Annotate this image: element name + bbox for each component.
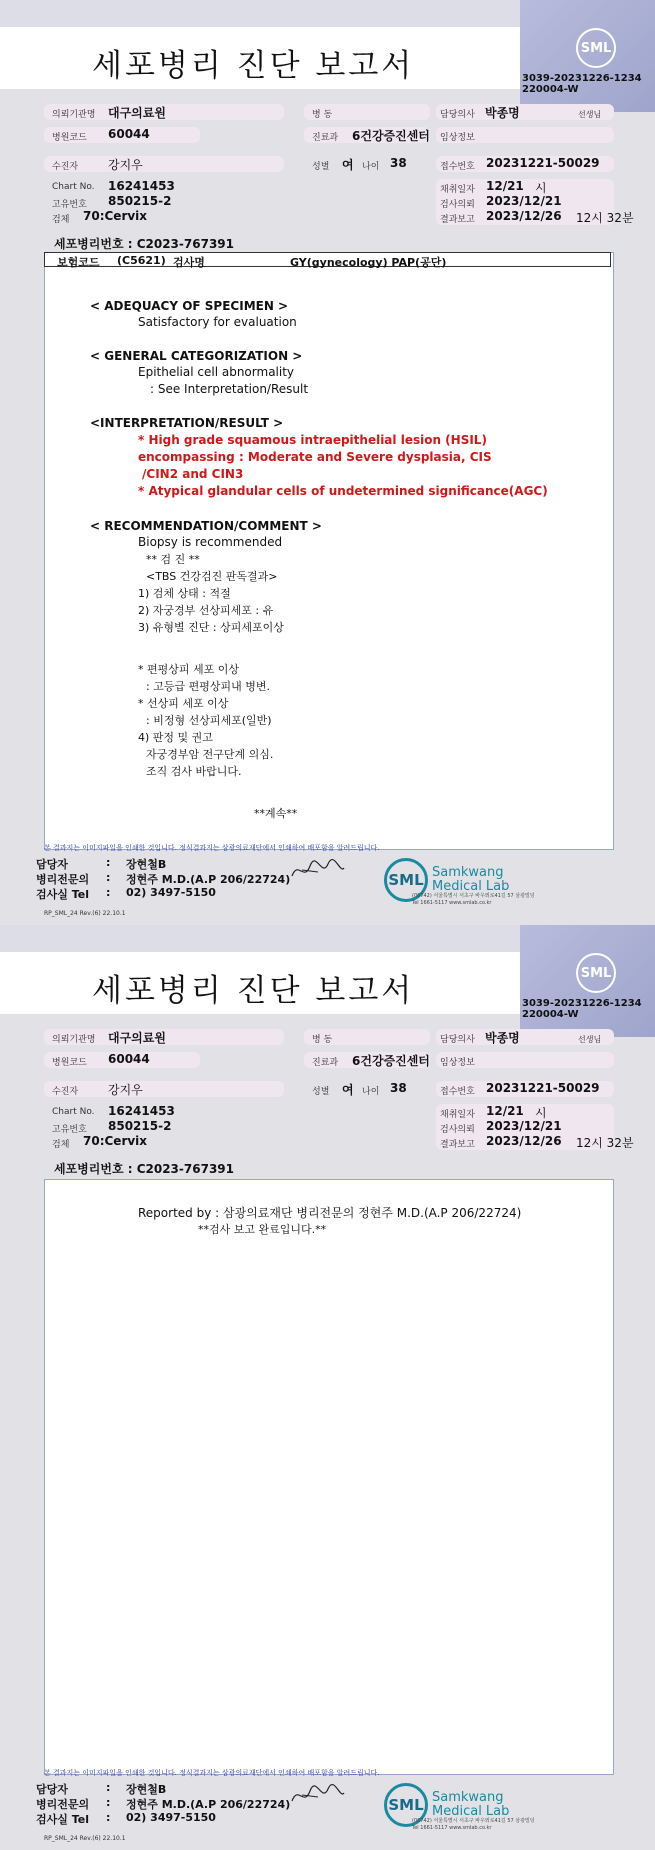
address-line-1: (06742) 서울특별시 서초구 바우뫼로41길 57 삼광빌딩 <box>412 893 535 899</box>
manager-value: 장현철B <box>126 858 167 871</box>
patient-name-box <box>44 156 284 172</box>
unique-no-value: 850215-2 <box>108 194 172 208</box>
logo-line-2: Medical Lab <box>432 879 510 894</box>
patient-name-box <box>44 1081 284 1097</box>
department-label: 진료과 <box>312 1058 339 1068</box>
recommendation-line-5: 2) 자궁경부 선상피세포 : 유 <box>138 604 274 617</box>
test-name-value: GY(gynecology) PAP(공단) <box>290 256 447 269</box>
pathology-number: 세포병리번호 : C2023-767391 <box>54 1162 234 1176</box>
adequacy-heading: < ADEQUACY OF SPECIMEN > <box>90 299 289 313</box>
form-revision: RP_SML_24 Rev.(6) 22.10.1 <box>44 1835 126 1842</box>
request-value: 2023/12/21 <box>486 1119 562 1133</box>
recommendation-line-13: 조직 검사 바랍니다. <box>146 765 242 778</box>
print-notice: 본 결과지는 이미지파일을 인쇄한 것입니다. 정식결과지는 삼광의료재단에서 인쇄하여 배포함을 알려드립니다. <box>44 1769 380 1777</box>
manager-label: 담당자 <box>36 1783 68 1796</box>
patient-name-value: 강지우 <box>108 1083 143 1097</box>
lab-tel-colon: : <box>106 1811 111 1824</box>
interpretation-line-3: /CIN2 and CIN3 <box>142 467 244 481</box>
recommendation-line-4: 1) 검체 상태 : 적절 <box>138 587 231 600</box>
chart-no-label: Chart No. <box>52 1107 95 1117</box>
pathologist-value: 정현주 M.D.(A.P 206/22724) <box>126 1798 291 1811</box>
recommendation-line-6: 3) 유형별 진단 : 상피세포이상 <box>138 621 284 634</box>
general-text-1: Epithelial cell abnormality <box>138 365 295 379</box>
doctor-suffix: 선생님 <box>578 110 602 119</box>
report-title: 세포병리 진단 보고서 <box>92 973 415 1009</box>
chart-no-value: 16241453 <box>108 179 175 193</box>
lab-tel-colon: : <box>106 886 111 899</box>
print-notice: 본 결과지는 이미지파일을 인쇄한 것입니다. 정식결과지는 삼광의료재단에서 인쇄하여 배포함을 알려드립니다. <box>44 844 380 852</box>
collect-label: 채취일자 <box>440 185 475 195</box>
collect-suffix: 시 <box>535 181 547 195</box>
recommendation-line-9: * 선상피 세포 이상 <box>138 697 229 710</box>
ward-label: 병 동 <box>312 1035 333 1045</box>
manager-colon: : <box>106 856 111 869</box>
chart-no-value: 16241453 <box>108 1104 175 1118</box>
pathologist-signature <box>288 1781 348 1809</box>
collect-value: 12/21 <box>486 179 524 193</box>
department-value: 6건강증진센터 <box>352 1054 430 1068</box>
document-number <box>522 73 642 95</box>
document-number-line1: 3039-20231226-1234 <box>522 73 642 84</box>
logo-line-2: Medical Lab <box>432 1804 510 1819</box>
address-line-2: Tel 1661-5117 www.smlab.co.kr <box>412 900 492 906</box>
form-revision: RP_SML_24 Rev.(6) 22.10.1 <box>44 910 126 917</box>
department-label: 진료과 <box>312 133 339 143</box>
hospital-code-label: 병원코드 <box>52 1058 87 1068</box>
recommendation-line-3: <TBS 건강검진 판독결과> <box>146 570 278 583</box>
patient-name-value: 강지우 <box>108 158 143 172</box>
lab-tel-label: 검사실 Tel <box>36 888 89 901</box>
doctor-suffix: 선생님 <box>578 1035 602 1044</box>
document-number-line2: 220004-W <box>522 84 579 95</box>
request-label: 검사의뢰 <box>440 200 475 210</box>
logo-line-1: Samkwang <box>432 1790 504 1805</box>
collect-suffix: 시 <box>535 1106 547 1120</box>
lab-address <box>412 1818 535 1832</box>
samkwang-logo-text <box>432 866 509 894</box>
age-value: 38 <box>390 1081 407 1095</box>
doctor-value: 박종명 <box>485 106 520 120</box>
manager-value: 장현철B <box>126 1783 167 1796</box>
receipt-label: 접수번호 <box>440 162 475 172</box>
receipt-value: 20231221-50029 <box>486 1081 600 1095</box>
clinical-info-label: 임상정보 <box>440 133 475 143</box>
unique-no-label: 고유번호 <box>52 1125 87 1135</box>
insurance-code-value: (C5621) <box>117 254 166 267</box>
recommendation-line-7: * 편평상피 세포 이상 <box>138 663 239 676</box>
doctor-value: 박종명 <box>485 1031 520 1045</box>
logo-line-1: Samkwang <box>432 865 504 880</box>
general-heading: < GENERAL CATEGORIZATION > <box>90 349 303 363</box>
doctor-label: 담당의사 <box>440 1035 475 1045</box>
recommendation-line-10: : 비정형 선상피세포(일반) <box>146 714 272 727</box>
unique-no-label: 고유번호 <box>52 200 87 210</box>
document-number-line2: 220004-W <box>522 1009 579 1020</box>
result-label: 결과보고 <box>440 215 475 225</box>
institution-label: 의뢰기관명 <box>52 1035 96 1045</box>
institution-value: 대구의료원 <box>108 106 166 120</box>
request-label: 검사의뢰 <box>440 1125 475 1135</box>
sml-logo-icon: SML <box>576 953 616 993</box>
continued-marker: **계속** <box>254 807 298 820</box>
ward-label: 병 동 <box>312 110 333 120</box>
institution-label: 의뢰기관명 <box>52 110 96 120</box>
receipt-label: 접수번호 <box>440 1087 475 1097</box>
hospital-code-value: 60044 <box>108 127 150 141</box>
lab-tel-label: 검사실 Tel <box>36 1813 89 1826</box>
age-label: 나이 <box>362 162 380 172</box>
samkwang-logo-icon: SML <box>384 858 428 902</box>
patient-name-label: 수진자 <box>52 162 79 172</box>
address-line-2: Tel 1661-5117 www.smlab.co.kr <box>412 1825 492 1831</box>
pathologist-label: 병리전문의 <box>36 1798 90 1811</box>
document-number <box>522 998 642 1020</box>
sex-value: 여 <box>342 158 354 172</box>
sml-logo-icon: SML <box>576 28 616 68</box>
collect-value: 12/21 <box>486 1104 524 1118</box>
sex-value: 여 <box>342 1083 354 1097</box>
report-complete: **검사 보고 완료입니다.** <box>198 1223 327 1236</box>
manager-colon: : <box>106 1781 111 1794</box>
specimen-value: 70:Cervix <box>83 1134 148 1148</box>
reported-by: Reported by : 삼광의료재단 병리전문의 정현주 M.D.(A.P 206/22724) <box>138 1206 522 1220</box>
hospital-code-label: 병원코드 <box>52 133 87 143</box>
unique-no-value: 850215-2 <box>108 1119 172 1133</box>
result-value: 2023/12/26 <box>486 209 562 223</box>
report-body <box>44 1179 614 1775</box>
lab-address <box>412 893 535 907</box>
report-page-2 <box>0 925 655 1850</box>
report-title: 세포병리 진단 보고서 <box>92 48 415 84</box>
institution-value: 대구의료원 <box>108 1031 166 1045</box>
pathologist-colon: : <box>106 1796 111 1809</box>
test-code-row <box>44 252 611 267</box>
result-time: 12시 32분 <box>576 211 634 225</box>
result-label: 결과보고 <box>440 1140 475 1150</box>
samkwang-logo-icon: SML <box>384 1783 428 1827</box>
test-name-label: 검사명 <box>173 256 205 269</box>
doctor-label: 담당의사 <box>440 110 475 120</box>
sex-label: 성별 <box>312 162 330 172</box>
document-number-line1: 3039-20231226-1234 <box>522 998 642 1009</box>
interpretation-line-4: * Atypical glandular cells of undetermined significance(AGC) <box>138 484 548 498</box>
recommendation-heading: < RECOMMENDATION/COMMENT > <box>90 519 322 533</box>
pathologist-colon: : <box>106 871 111 884</box>
sex-label: 성별 <box>312 1087 330 1097</box>
pathologist-value: 정현주 M.D.(A.P 206/22724) <box>126 873 291 886</box>
clinical-info-label: 임상정보 <box>440 1058 475 1068</box>
samkwang-logo-text <box>432 1791 509 1819</box>
pathologist-label: 병리전문의 <box>36 873 90 886</box>
specimen-value: 70:Cervix <box>83 209 148 223</box>
report-body <box>44 252 614 850</box>
result-value: 2023/12/26 <box>486 1134 562 1148</box>
recommendation-line-1: Biopsy is recommended <box>138 535 283 549</box>
collect-label: 채취일자 <box>440 1110 475 1120</box>
recommendation-line-12: 자궁경부암 전구단계 의심. <box>146 748 274 761</box>
manager-label: 담당자 <box>36 858 68 871</box>
lab-tel-value: 02) 3497-5150 <box>126 886 216 899</box>
lab-tel-value: 02) 3497-5150 <box>126 1811 216 1824</box>
age-label: 나이 <box>362 1087 380 1097</box>
age-value: 38 <box>390 156 407 170</box>
department-value: 6건강증진센터 <box>352 129 430 143</box>
chart-no-label: Chart No. <box>52 182 95 192</box>
pathology-number: 세포병리번호 : C2023-767391 <box>54 237 234 251</box>
hospital-code-value: 60044 <box>108 1052 150 1066</box>
address-line-1: (06742) 서울특별시 서초구 바우뫼로41길 57 삼광빌딩 <box>412 1818 535 1824</box>
receipt-value: 20231221-50029 <box>486 156 600 170</box>
patient-name-label: 수진자 <box>52 1087 79 1097</box>
request-value: 2023/12/21 <box>486 194 562 208</box>
recommendation-line-8: : 고등급 편평상피내 병변. <box>146 680 270 693</box>
adequacy-text: Satisfactory for evaluation <box>138 315 297 329</box>
recommendation-line-2: ** 검 진 ** <box>146 553 200 566</box>
specimen-label: 검체 <box>52 215 70 225</box>
general-text-2: : See Interpretation/Result <box>150 382 309 396</box>
pathologist-signature <box>288 856 348 884</box>
interpretation-line-2: encompassing : Moderate and Severe dysplasia, CIS <box>138 450 492 464</box>
result-time: 12시 32분 <box>576 1136 634 1150</box>
recommendation-line-11: 4) 판정 및 권고 <box>138 731 213 744</box>
interpretation-heading: <INTERPRETATION/RESULT > <box>90 416 284 430</box>
specimen-label: 검체 <box>52 1140 70 1150</box>
interpretation-line-1: * High grade squamous intraepithelial lesion (HSIL) <box>138 433 487 447</box>
insurance-code-label: 보험코드 <box>57 256 100 269</box>
